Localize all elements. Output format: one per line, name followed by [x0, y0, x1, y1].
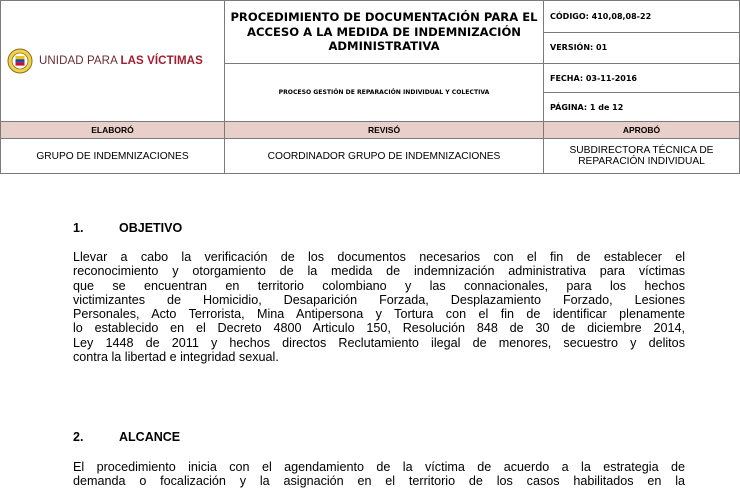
- fecha-field: FECHA: 03-11-2016: [544, 64, 740, 93]
- pagina-field: PÁGINA: 1 de 12: [544, 93, 740, 122]
- section-number: 2.: [73, 430, 84, 444]
- paragraph-line: contra la libertad e integridad sexual.: [73, 350, 279, 365]
- objetivo-paragraph: [73, 250, 685, 364]
- unidad-victimas-logo: [1, 48, 224, 74]
- reviso-value: COORDINADOR GRUPO DE INDEMNIZACIONES: [225, 139, 544, 174]
- logo-text: UNIDAD PARA LAS VÍCTIMAS: [39, 55, 203, 67]
- paragraph-line: Personales, Acto Terrorista, Mina Antipersona y Tortura con el fin de identificar plenamente: [73, 307, 685, 322]
- paragraph-line: lo establecido en el Decreto 4800 Articulo 150, Resolución 848 de 30 de diciembre 2014,: [73, 321, 685, 336]
- aprobo-label: APROBÓ: [544, 122, 740, 139]
- aprobo-value-line2: REPARACIÓN INDIVIDUAL: [578, 156, 705, 167]
- version-field: VERSIÓN: 01: [544, 32, 740, 64]
- aprobo-value-line1: SUBDIRECTORA TÉCNICA DE: [569, 145, 714, 156]
- alcance-paragraph: [73, 460, 685, 489]
- paragraph-line: Llevar a cabo la verificación de los documentos necesarios con el fin de establecer el: [73, 250, 685, 264]
- codigo-field: CÓDIGO: 410,08,08-22: [544, 1, 740, 33]
- paragraph-line: Ley 1448 de 2011 y hechos directos Reclutamiento ilegal de menores, secuestro y delitos: [73, 335, 685, 350]
- section-number: 1.: [73, 221, 84, 235]
- section-title: OBJETIVO: [119, 221, 183, 235]
- aprobo-value: [544, 139, 740, 174]
- logo-cell: [1, 1, 225, 122]
- paragraph-line: El procedimiento inicia con el agendamiento de la víctima de acuerdo a la estrategia de: [73, 460, 685, 474]
- document-title: PROCEDIMIENTO DE DOCUMENTACIÓN PARA EL ACCESO A LA MEDIDA DE INDEMNIZACIÓN ADMINISTRATIVA: [225, 1, 544, 64]
- paragraph-line: demanda o focalización y la asignación en el territorio de los casos habilitados en la: [73, 474, 685, 489]
- reviso-label: REVISÓ: [225, 122, 544, 139]
- section-objetivo-heading: [73, 221, 182, 235]
- document-header-table: [0, 0, 740, 174]
- elaboro-label: ELABORÓ: [1, 122, 225, 139]
- paragraph-line: victimizantes de Homicidio, Desaparición Forzada, Desplazamiento Forzado, Lesiones: [73, 292, 685, 307]
- elaboro-value: GRUPO DE INDEMNIZACIONES: [1, 139, 225, 174]
- colombia-coat-of-arms-icon: [7, 48, 33, 74]
- paragraph-line: que se encuentran en territorio colombiano y las connacionales, para los hechos: [73, 278, 685, 293]
- process-name: PROCESO GESTIÓN DE REPARACIÓN INDIVIDUAL Y COLECTIVA: [225, 64, 544, 122]
- section-alcance-heading: [73, 430, 180, 444]
- paragraph-line: reconocimiento y otorgamiento de la medida de indemnización administrativa para víctimas: [73, 264, 685, 279]
- section-title: ALCANCE: [119, 430, 181, 444]
